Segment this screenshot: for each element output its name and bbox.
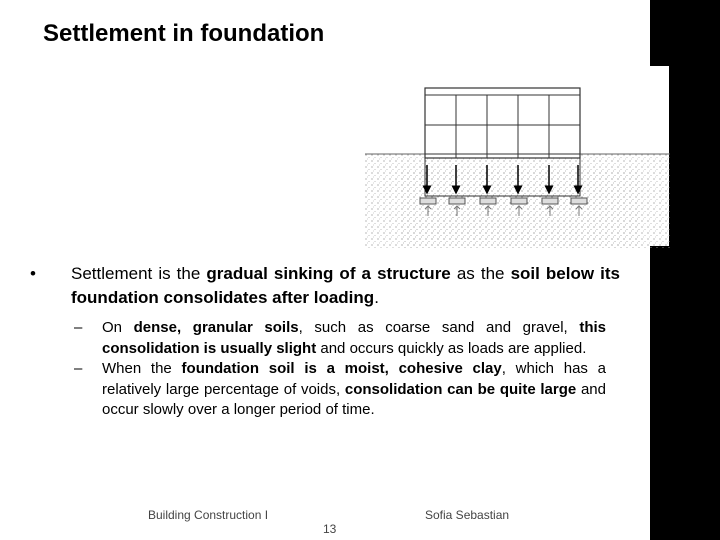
plain-text: Settlement is the	[71, 264, 207, 283]
main-bullet	[30, 262, 620, 310]
plain-text: as the	[450, 264, 511, 283]
sub-bullet-dash: –	[74, 360, 83, 377]
emphasis-text: consolidation can be quite large	[344, 380, 577, 398]
emphasis-text: foundation soil is a moist, cohesive clay	[181, 360, 502, 377]
footer-course: Building Construction I	[148, 508, 269, 522]
building-settlement-illustration	[365, 70, 670, 248]
plain-text: and occurs quickly as loads are applied.	[316, 339, 587, 357]
page-number: 13	[323, 522, 337, 536]
bullet-dot: •	[30, 264, 36, 283]
sub-bullet-dash: –	[74, 319, 83, 336]
bullet-list	[30, 262, 620, 421]
sub-bullet-granular	[30, 318, 606, 359]
emphasis-text: soil below its foundation consolidates after loading	[71, 264, 620, 307]
plain-text: , which has a relatively large percentage of voids,	[102, 360, 607, 398]
plain-text: .	[374, 288, 379, 307]
plain-text: On	[102, 319, 134, 336]
sub-bullet-clay	[30, 359, 606, 421]
plain-text: When the	[102, 360, 182, 377]
emphasis-text: gradual sinking of a structure	[206, 264, 451, 283]
slide-title: Settlement in foundation	[43, 20, 325, 47]
sub-bullet-text	[102, 319, 606, 357]
footer-author: Sofia Sebastian	[425, 508, 510, 522]
plain-text: , such as coarse sand and gravel,	[298, 319, 580, 336]
plain-text: and occur slowly over a longer period of time.	[102, 380, 606, 418]
sub-bullet-text	[102, 360, 606, 418]
emphasis-text: dense, granular soils	[133, 319, 299, 336]
main-bullet-text	[71, 264, 620, 307]
emphasis-text: this consolidation is usually slight	[102, 319, 606, 357]
